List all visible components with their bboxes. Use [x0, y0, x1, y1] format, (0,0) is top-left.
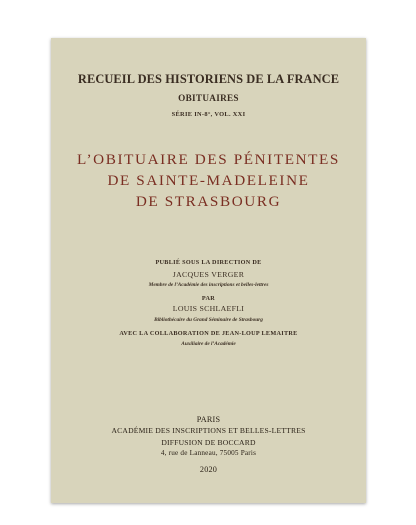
book-title-line-1: L’OBITUAIRE DES PÉNITENTES [77, 151, 340, 168]
collaboration-line: AVEC LA COLLABORATION DE JEAN-LOUP LEMAITRE [119, 330, 298, 337]
director-role: Membre de l’Académie des inscriptions et belles-lettres [148, 282, 269, 288]
imprint-city: PARIS [196, 415, 221, 424]
series-subtitle: OBITUAIRES [178, 93, 239, 103]
par-label: PAR [201, 295, 216, 302]
director-name: JACQUES VERGER [172, 270, 245, 279]
imprint-address: 4, rue de Lanneau, 75005 Paris [160, 449, 257, 457]
author-name: LOUIS SCHLAEFLI [172, 304, 245, 313]
collaborator-role: Auxiliaire de l’Académie [181, 341, 236, 347]
series-volume: SÉRIE IN-8°, VOL. XXI [171, 111, 246, 118]
published-under-label: PUBLIÉ SOUS LA DIRECTION DE [155, 259, 262, 266]
book-cover [51, 38, 366, 503]
imprint-year: 2020 [199, 465, 218, 474]
series-title: RECUEIL DES HISTORIENS DE LA FRANCE [77, 72, 340, 86]
book-title-line-3: DE STRASBOURG [135, 193, 282, 210]
author-role: Bibliothécaire du Grand Séminaire de Strasbourg [154, 317, 263, 323]
book-title-line-2: DE SAINTE-MADELEINE [107, 172, 310, 189]
imprint-publisher: ACADÉMIE DES INSCRIPTIONS ET BELLES-LETTRES [111, 426, 306, 435]
imprint-distributor: DIFFUSION DE BOCCARD [161, 438, 256, 447]
